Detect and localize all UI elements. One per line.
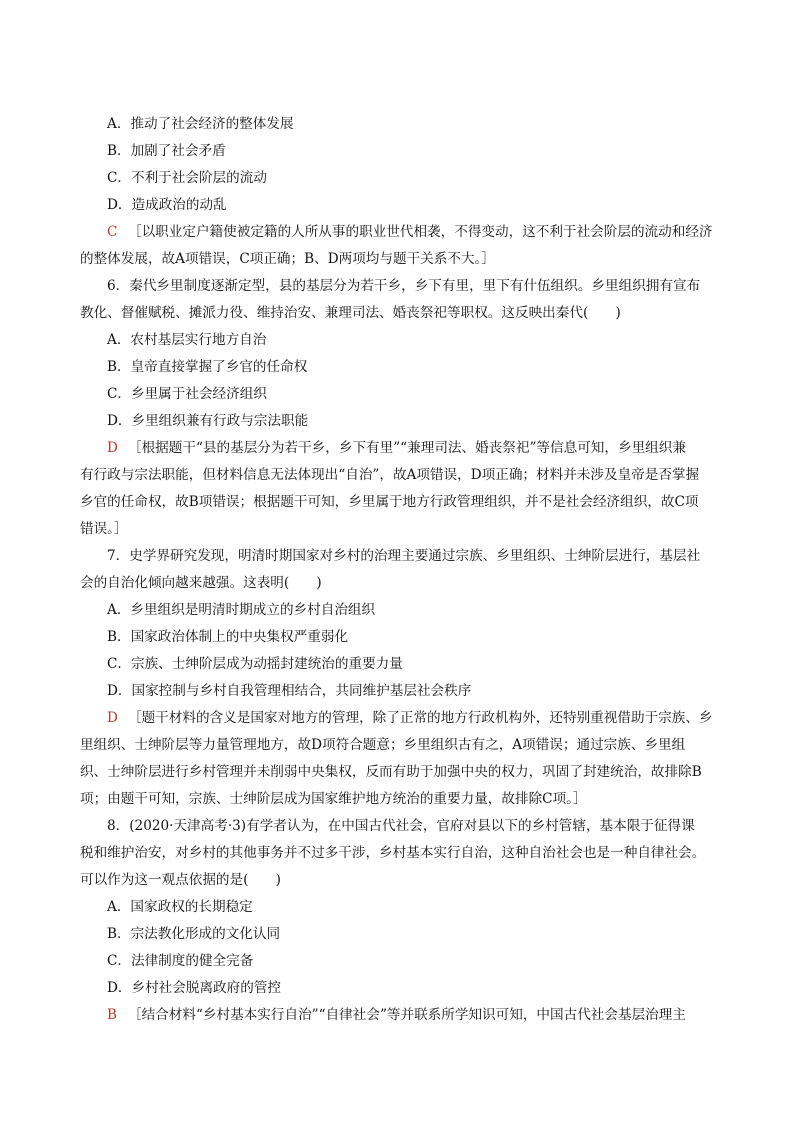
q5-explanation-line: ［以职业定户籍使被定籍的人所从事的职业世代相袭，不得变动，这不利于社会阶层的流动和经济 <box>128 224 713 240</box>
q7-explanation-line: 里组织、士绅阶层等力量管理地方，故D项符合题意；乡里组织古有之，A项错误；通过宗族、乡里组 <box>80 737 686 753</box>
q7-stem-line: 会的自治化倾向越来越强。这表明( ) <box>80 575 322 591</box>
q5-option-d: D．造成政治的动乱 <box>107 197 227 213</box>
q7-option-c: C．宗族、士绅阶层成为动摇封建统治的重要力量 <box>107 656 403 672</box>
q6-explanation-line: ［根据题干“县的基层分为若干乡，乡下有里”“兼理司法、婚丧祭祀”等信息可知，乡里组织兼 <box>128 440 686 456</box>
q6-option-a: A．农村基层实行地方自治 <box>107 332 267 348</box>
q6-answer-letter: D <box>107 440 118 456</box>
q7-stem-line: 7．史学界研究发现，明清时期国家对乡村的治理主要通过宗族、乡里组织、士绅阶层进行，基层社 <box>107 548 701 564</box>
q6-explanation-line: 错误。］ <box>80 521 128 537</box>
q8-answer-letter: B <box>107 1007 117 1023</box>
q7-explanation-line: 织、士绅阶层进行乡村管理并未削弱中央集权，反而有助于加强中央的权力，巩固了封建统治，故排除B <box>80 764 702 780</box>
q8-option-d: D．乡村社会脱离政府的管控 <box>107 980 282 996</box>
q6-option-d: D．乡里组织兼有行政与宗法职能 <box>107 413 309 429</box>
q8-explanation-line: ［结合材料“乡村基本实行自治”“自律社会”等并联系所学知识可知，中国古代社会基层治理主 <box>128 1007 686 1023</box>
q5-answer-letter: C <box>107 224 118 240</box>
q5-option-a: A．推动了社会经济的整体发展 <box>107 116 294 132</box>
q6-stem-line: 6．秦代乡里制度逐渐定型，县的基层分为若干乡，乡下有里，里下有什伍组织。乡里组织拥有宣布 <box>107 278 701 294</box>
q8-stem-line: 可以作为这一观点依据的是( ) <box>80 872 281 888</box>
q7-explanation-line: ［题干材料的含义是国家对地方的管理，除了正常的地方行政机构外，还特别重视借助于宗族、乡 <box>128 710 713 726</box>
q8-stem-line: 8．(2020·天津高考·3)有学者认为，在中国古代社会，官府对县以下的乡村管辖，基本限于征得课 <box>107 818 695 834</box>
q8-stem-line: 税和维护治安，对乡村的其他事务并不过多干涉，乡村基本实行自治，这种自治社会也是一种自律社会。 <box>80 845 706 861</box>
q5-option-b: B．加剧了社会矛盾 <box>107 143 226 159</box>
q8-option-c: C．法律制度的健全完备 <box>107 953 254 969</box>
q6-option-c: C．乡里属于社会经济组织 <box>107 386 267 402</box>
q8-option-b: B．宗法教化形成的文化认同 <box>107 926 281 942</box>
q6-stem-line: 教化、督催赋税、摊派力役、维持治安、兼理司法、婚丧祭祀等职权。这反映出秦代( ) <box>80 305 621 321</box>
q6-explanation-line: 乡官的任命权，故B项错误；根据题干可知，乡里属于地方行政管理组织，并不是社会经济组织，故C项 <box>80 494 699 510</box>
q8-option-a: A．国家政权的长期稳定 <box>107 899 253 915</box>
q5-option-c: C．不利于社会阶层的流动 <box>107 170 267 186</box>
q7-option-a: A．乡里组织是明清时期成立的乡村自治组织 <box>107 602 376 618</box>
q7-answer-letter: D <box>107 710 118 726</box>
q7-option-d: D．国家控制与乡村自我管理相结合，共同维护基层社会秩序 <box>107 683 472 699</box>
q7-option-b: B．国家政治体制上的中央集权严重弱化 <box>107 629 349 645</box>
q6-option-b: B．皇帝直接掌握了乡官的任命权 <box>107 359 308 375</box>
q7-explanation-line: 项；由题干可知，宗族、士绅阶层成为国家维护地方统治的重要力量，故排除C项。］ <box>80 791 587 807</box>
q6-explanation-line: 有行政与宗法职能，但材料信息无法体现出“自治”，故A项错误，D项正确；材料并未涉及皇帝是否掌握 <box>80 467 700 483</box>
q5-explanation-line: 的整体发展，故A项错误，C项正确；B、D两项均与题干关系不大。］ <box>80 251 495 267</box>
